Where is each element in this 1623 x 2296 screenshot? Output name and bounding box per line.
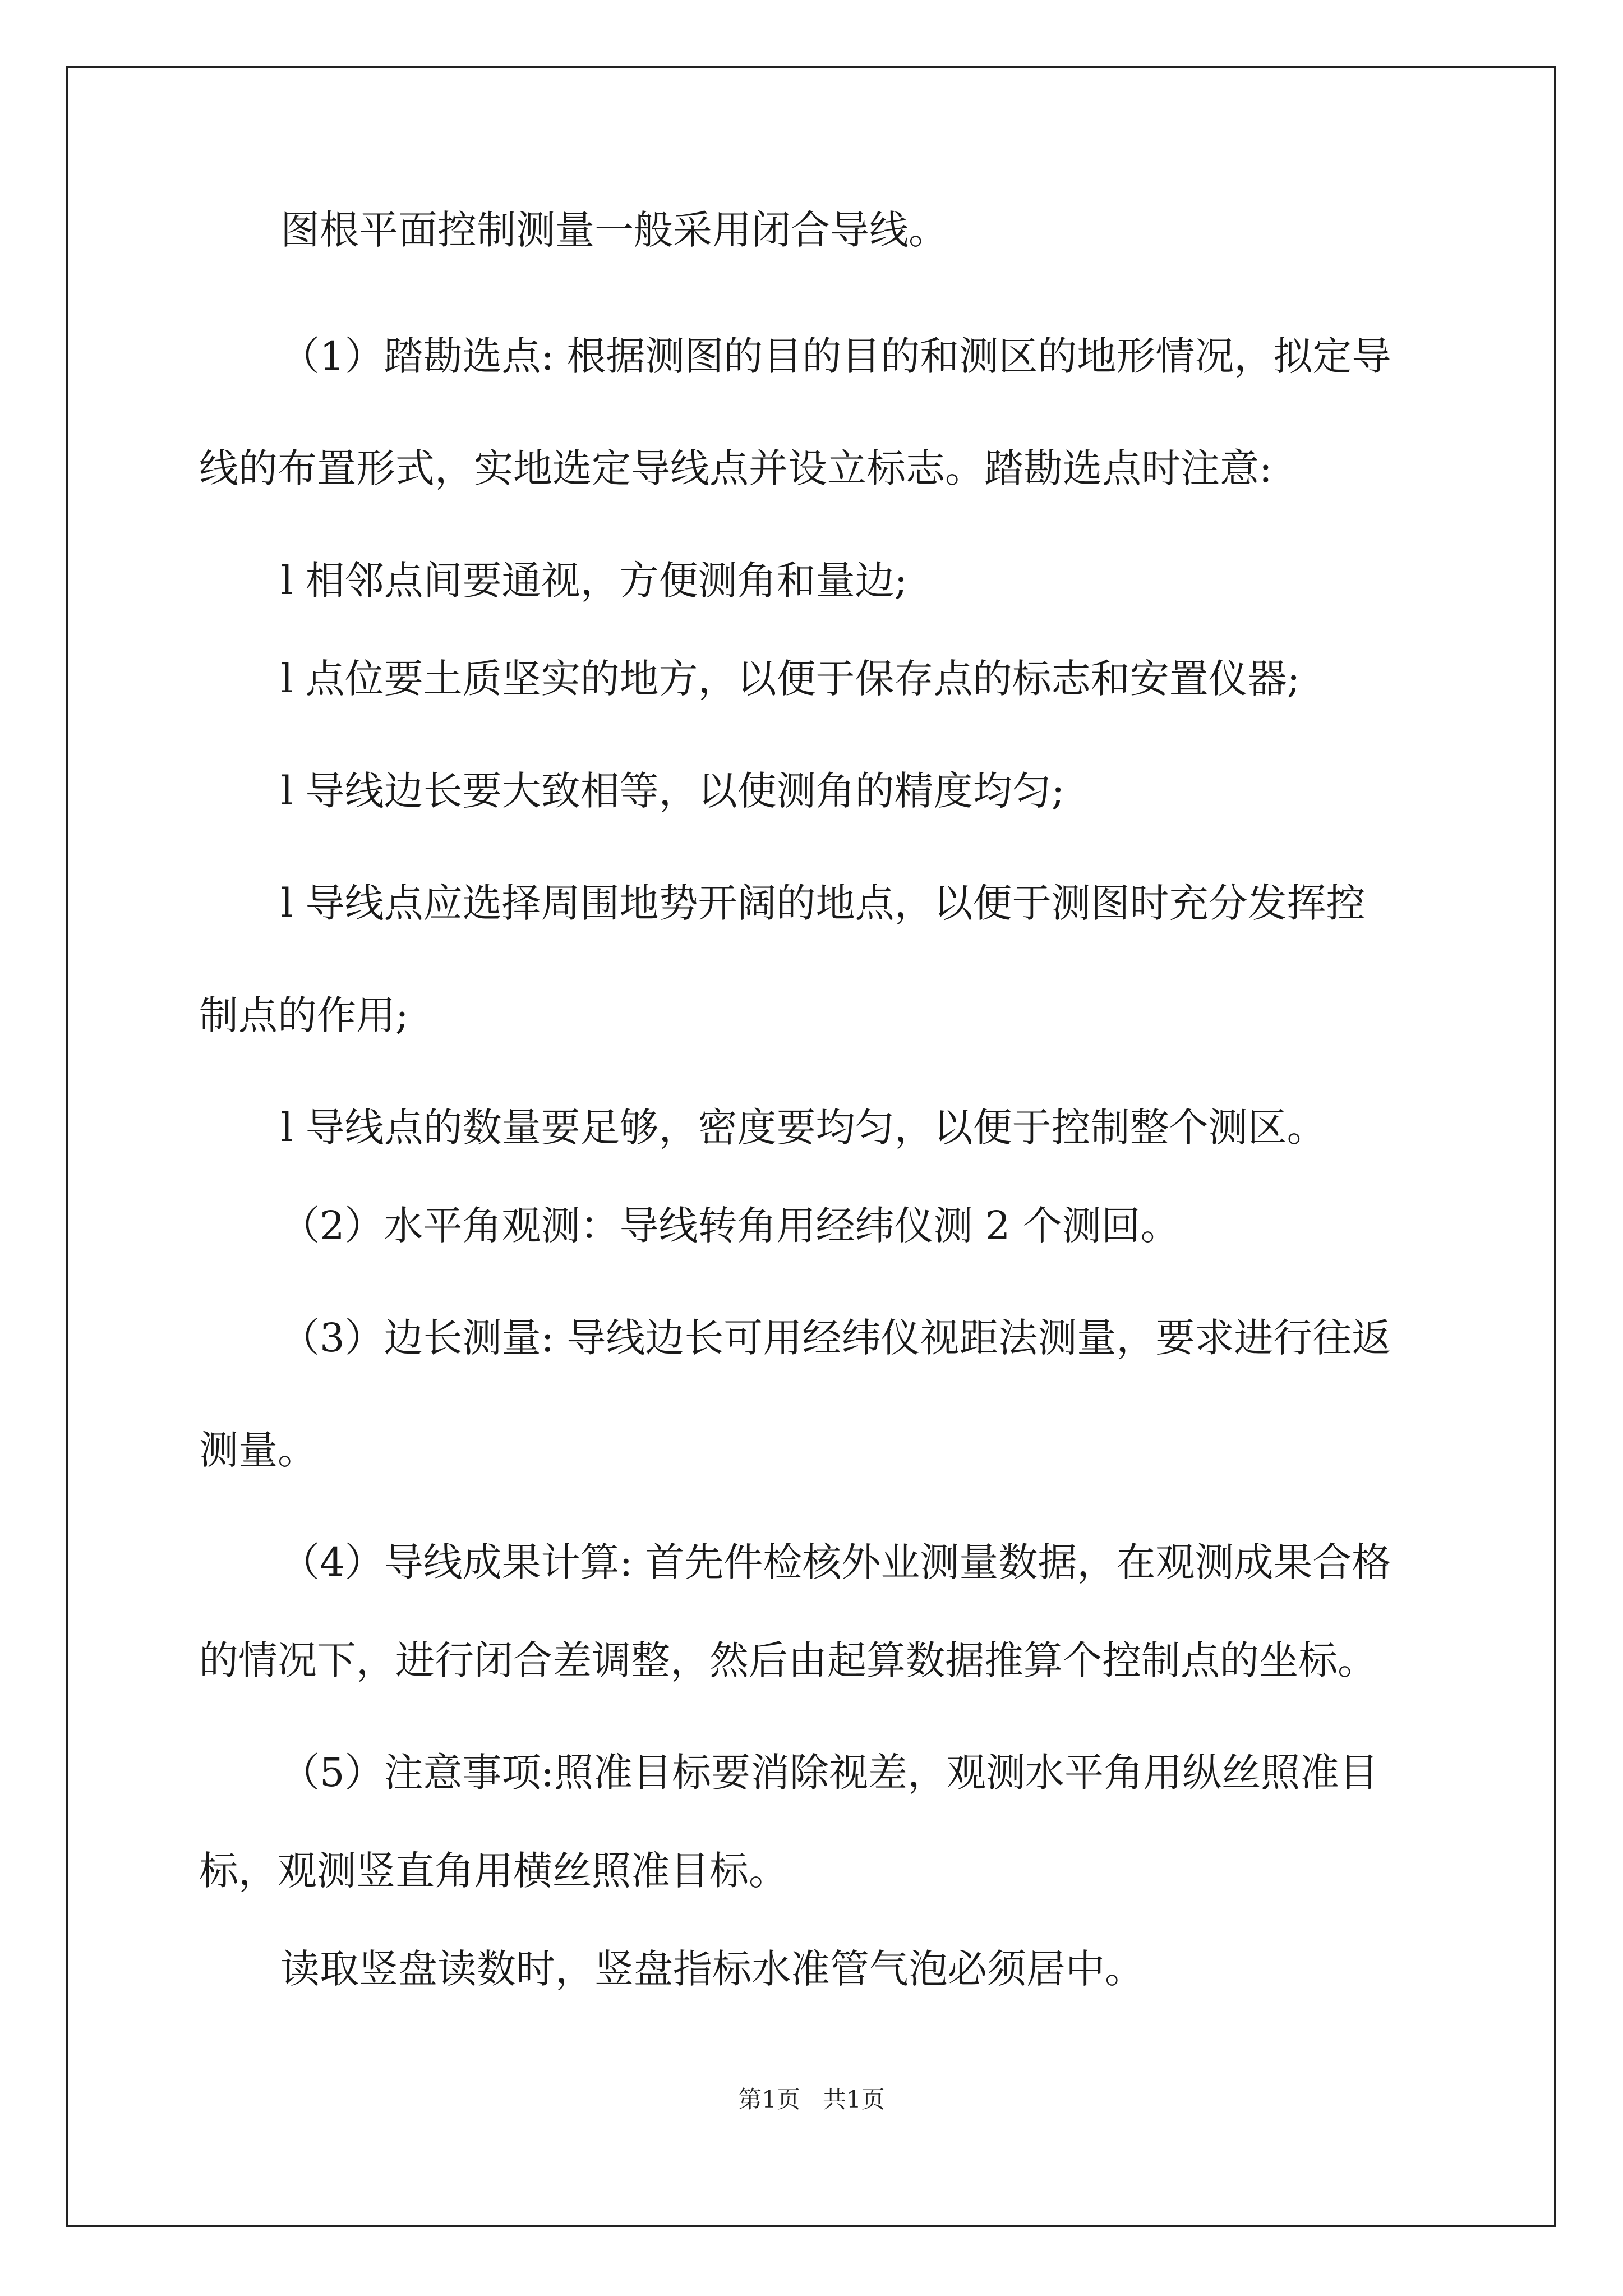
- bullet-item-open-terrain: l 导线点应选择周围地势开阔的地点，以便于测图时充分发挥控: [280, 880, 1366, 926]
- paragraph-step-1: （1）踏勘选点: 根据测图的目的目的和测区的地形情况，拟定导: [280, 333, 1391, 379]
- paragraph-step-3: （3）边长测量: 导线边长可用经纬仪视距法测量，要求进行往返: [280, 1315, 1391, 1361]
- paragraph-closing: 读取竖盘读数时，竖盘指标水准管气泡必须居中。: [280, 1946, 1144, 1992]
- bullet-item-soil: l 点位要土质坚实的地方，以便于保存点的标志和安置仪器;: [280, 656, 1301, 702]
- paragraph-step-5-continued: 标，观测竖直角用横丝照准目标。: [199, 1848, 788, 1894]
- bullet-item-quantity: l 导线点的数量要足够，密度要均匀，以便于控制整个测区。: [280, 1105, 1326, 1151]
- bullet-item-visibility: l 相邻点间要通视，方便测角和量边;: [280, 558, 908, 604]
- paragraph-step-4-continued: 的情况下，进行闭合差调整，然后由起算数据推算个控制点的坐标。: [199, 1637, 1377, 1683]
- bullet-item-edge-length: l 导线边长要大致相等，以使测角的精度均匀;: [280, 768, 1065, 814]
- paragraph-step-3-continued: 测量。: [199, 1427, 317, 1473]
- paragraph-step-2: （2）水平角观测：导线转角用经纬仪测 2 个测回。: [280, 1203, 1180, 1249]
- paragraph-intro: 图根平面控制测量一般采用闭合导线。: [280, 207, 948, 253]
- paragraph-step-1-continued: 线的布置形式，实地选定导线点并设立标志。踏勘选点时注意:: [199, 445, 1272, 491]
- paragraph-step-5: （5）注意事项:照准目标要消除视差，观测水平角用纵丝照准目: [280, 1750, 1379, 1796]
- page-number: 第1页 共1页: [738, 2086, 885, 2113]
- bullet-item-open-terrain-continued: 制点的作用;: [199, 992, 409, 1038]
- paragraph-step-4: （4）导线成果计算: 首先件检核外业测量数据，在观测成果合格: [280, 1539, 1391, 1585]
